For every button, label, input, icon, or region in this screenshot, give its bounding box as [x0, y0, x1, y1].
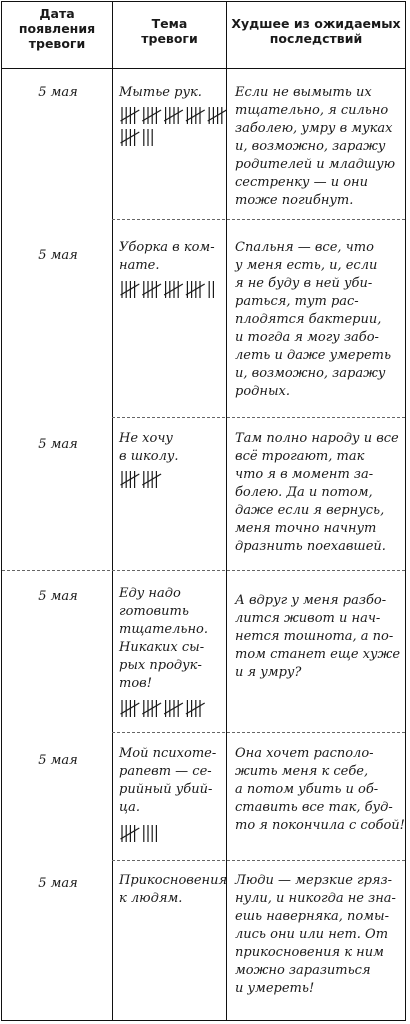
- tally-svg: [120, 279, 226, 301]
- header-date: Дата появления тревоги: [18, 6, 96, 51]
- tally-svg: [120, 469, 226, 491]
- tally-svg: [120, 823, 226, 845]
- row-worst-case: Она хочет располо- жить меня к себе, а потом убить и об- ставить все так, буд- то я покончила с собой!: [235, 746, 405, 833]
- header-theme: Тема тревоги: [141, 16, 198, 46]
- row-date: 5 мая: [38, 876, 78, 891]
- tally-svg: [120, 698, 226, 720]
- row-date: 5 мая: [38, 753, 78, 768]
- tally-marks: [120, 105, 226, 149]
- tally-marks: [120, 698, 226, 720]
- row-theme: Не хочу в школу.: [119, 431, 179, 464]
- column-divider: [112, 2, 113, 1020]
- row-worst-case: Там полно народу и все всё трогают, так что я в момент за- болею. Да и потом, даже если я вернусь, меня точно начнут дразнить поехавшей.: [235, 431, 399, 554]
- row-worst-case: А вдруг у меня разбо- лится живот и нач- нется тошнота, а по- том станет еще хуже и я умру?: [235, 593, 401, 680]
- row-worst-case: Люди — мерзкие гряз- нули, и никогда не зна- ешь наверняка, помы- лись они или нет. От прикосновения к ним можно заразиться и умереть!: [235, 873, 396, 996]
- row-separator: [2, 570, 405, 571]
- anxiety-table: [1, 1, 406, 1021]
- row-separator: [112, 732, 405, 733]
- tally-marks: [120, 823, 226, 845]
- row-theme: Мытье рук.: [119, 85, 202, 100]
- row-theme: Уборка в ком- нате.: [119, 240, 215, 273]
- tally-svg: [120, 105, 226, 149]
- row-separator: [112, 860, 405, 861]
- row-date: 5 мая: [38, 437, 78, 452]
- tally-marks: [120, 279, 226, 301]
- row-theme: Прикосновения к людям.: [119, 873, 228, 906]
- row-worst-case: Спальня — все, что у меня есть, и, если я не буду в ней уби- раться, тут рас- плодятся бактерии, и тогда я могу забо- леть и даже умереть и, возможно, заражу родных.: [235, 240, 392, 399]
- row-separator: [112, 417, 405, 418]
- row-separator: [112, 219, 405, 220]
- row-date: 5 мая: [38, 85, 78, 100]
- row-worst-case: Если не вымыть их тщательно, я сильно заболею, умру в муках и, возможно, заражу родителей и младшую сестренку — и они тоже погибнут.: [235, 85, 396, 208]
- tally-marks: [120, 469, 226, 491]
- row-theme: Мой психоте- рапевт — се- рийный убий- ца.: [119, 746, 217, 815]
- row-theme: Еду надо готовить тщательно. Никаких сы- рых продук- тов!: [119, 586, 208, 691]
- header-worst: Худшее из ожидаемых последствий: [231, 16, 401, 46]
- tally-strike: [208, 110, 226, 121]
- header-divider: [2, 68, 405, 69]
- row-date: 5 мая: [38, 248, 78, 263]
- row-date: 5 мая: [38, 589, 78, 604]
- column-divider: [226, 2, 227, 1020]
